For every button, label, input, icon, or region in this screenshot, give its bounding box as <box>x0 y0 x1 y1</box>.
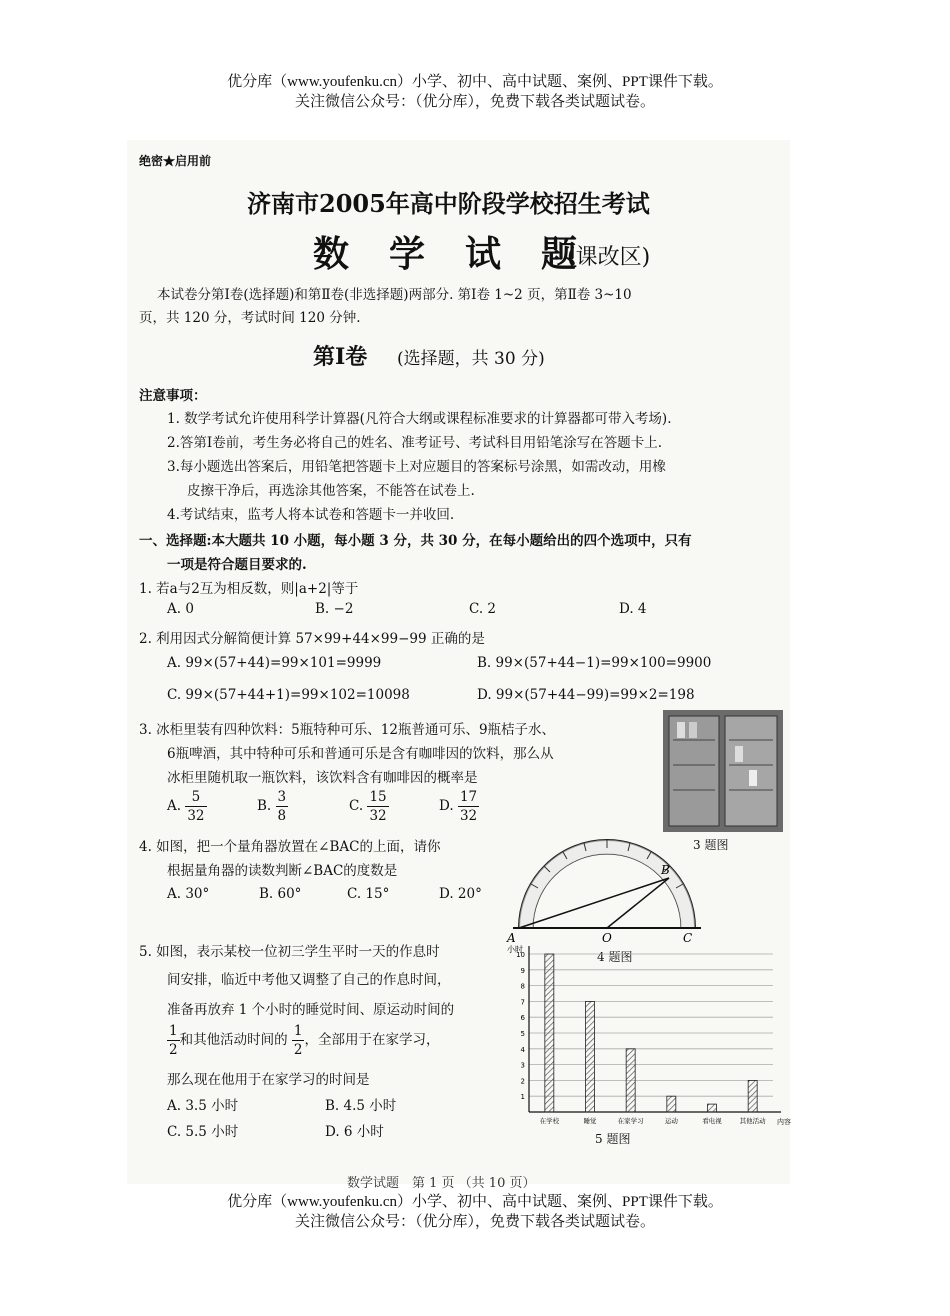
bar-5 <box>708 1104 717 1112</box>
q3-c-fraction <box>367 788 388 825</box>
q4-line-1: 4. 如图，把一个量角器放置在∠BAC的上面，请你 <box>139 839 441 855</box>
q1-option-b: B. −2 <box>315 601 354 617</box>
x-tick-label: 运动 <box>664 1117 678 1125</box>
q1-stem: 1. 若a与2互为相反数，则|a+2|等于 <box>139 581 359 597</box>
zone-note: (课改区) <box>567 245 651 270</box>
q3-a-den: 32 <box>187 808 205 824</box>
label-a: A <box>507 931 516 945</box>
notice-3b: 皮擦干净后，再选涂其他答案，不能答在试卷上. <box>187 483 475 499</box>
q5-option-b: B. 4.5 小时 <box>325 1098 397 1114</box>
q3-d-num: 17 <box>459 789 478 805</box>
q3-c-label: C. <box>349 798 364 814</box>
y-tick-label: 10 <box>516 951 525 959</box>
q3-a-label: A. <box>167 798 182 814</box>
q1-option-a: A. 0 <box>167 601 194 617</box>
label-b: B <box>661 863 670 877</box>
q3-d-den: 32 <box>459 808 478 824</box>
bar-4 <box>667 1096 676 1112</box>
q5-frac2-den: 2 <box>293 1042 303 1058</box>
y-tick-label: 2 <box>520 1077 525 1086</box>
q5-option-c: C. 5.5 小时 <box>167 1124 239 1140</box>
banner-line-2-bottom: 关注微信公众号：（优分库），免费下载各类试题试卷。 <box>294 1214 655 1230</box>
q3-b-fraction <box>276 788 289 825</box>
banner-line-1: 优分库（www.youfenku.cn）小学、初中、高中试题、案例、PPT课件下载。 <box>227 74 723 90</box>
banner-line-2: 关注微信公众号：（优分库），免费下载各类试题试卷。 <box>294 94 655 110</box>
notice-title: 注意事项： <box>139 388 207 404</box>
intro-line-2: 页，共 120 分，考试时间 120 分钟. <box>139 310 361 326</box>
volume-title: 第Ⅰ卷 <box>313 344 368 370</box>
q5-line-3: 准备再放弃 1 个小时的睡觉时间、原运动时间的 <box>167 1002 455 1018</box>
y-tick-label: 6 <box>520 1014 525 1023</box>
section-1-line-1: 一、选择题:本大题共 10 小题，每小题 3 分，共 30 分，在每小题给出的四个选项中，只有 <box>139 533 692 549</box>
q3-line-3: 冰柜里随机取一瓶饮料，该饮料含有咖啡因的概率是 <box>167 770 478 786</box>
notice-4: 4.考试结束，监考人将本试卷和答题卡一并收回. <box>167 507 455 523</box>
subject-title: 数 学 试 题 <box>313 233 580 275</box>
y-tick-label: 5 <box>520 1030 525 1038</box>
schedule-bar-chart <box>505 940 790 1136</box>
q3-line-2: 6瓶啤酒，其中特种可乐和普通可乐是含有咖啡因的饮料，那么从 <box>167 746 554 762</box>
q5-frac1-num: 1 <box>169 1023 178 1039</box>
banner-line-1-bottom: 优分库（www.youfenku.cn）小学、初中、高中试题、案例、PPT课件下载。 <box>227 1194 723 1210</box>
label-o: O <box>602 931 612 945</box>
y-tick-label: 8 <box>520 982 525 991</box>
q3-a-fraction <box>185 788 206 825</box>
q4-option-b: B. 60° <box>259 886 302 902</box>
q5-frac1-den: 2 <box>169 1042 178 1058</box>
q2-option-c: C. 99×(57+44+1)=99×102=10098 <box>167 687 410 703</box>
y-tick-label: 3 <box>520 1061 525 1070</box>
q4-option-c: C. 15° <box>347 886 390 902</box>
q4-caption: 4 题图 <box>597 950 633 964</box>
q3-option-a <box>167 788 207 825</box>
scanned-page <box>127 140 791 1191</box>
notice-1: 1. 数学考试允许使用科学计算器(凡符合大纲或课程标准要求的计算器都可带入考场). <box>167 411 672 427</box>
q5-line-4 <box>167 1022 439 1059</box>
volume-note: (选择题，共 30 分) <box>397 349 545 369</box>
exam-title: 济南市2005年高中阶段学校招生考试 <box>247 189 650 218</box>
q5-mid-1: 和其他活动时间的 <box>179 1032 288 1048</box>
secret-mark: 绝密★启用前 <box>139 154 212 168</box>
notice-2: 2.答第Ⅰ卷前，考生务必将自己的姓名、准考证号、考试科目用铅笔涂写在答题卡上. <box>167 435 663 451</box>
q5-mid-2: ，全部用于在家学习， <box>304 1032 440 1048</box>
q2-option-a: A. 99×(57+44)=99×101=9999 <box>167 655 382 671</box>
fridge-photo <box>663 710 783 832</box>
q5-caption: 5 题图 <box>595 1132 631 1146</box>
section-1-line-2: 一项是符合题目要求的. <box>167 557 307 573</box>
q3-d-fraction <box>458 788 479 825</box>
x-axis-label: 内容 <box>777 1118 791 1126</box>
q1-option-d: D. 4 <box>619 601 647 617</box>
q3-b-label: B. <box>257 798 272 814</box>
q3-c-den: 32 <box>369 808 387 824</box>
notice-3a: 3.每小题选出答案后，用铅笔把答题卡上对应题目的答案标号涂黑，如需改动，用橡 <box>167 459 666 475</box>
x-tick-label: 睡觉 <box>583 1117 597 1125</box>
q4-option-d: D. 20° <box>439 886 482 902</box>
q5-line-1: 5. 如图，表示某校一位初三学生平时一天的作息时 <box>139 944 440 960</box>
q4-line-2: 根据量角器的读数判断∠BAC的度数是 <box>167 863 398 879</box>
y-tick-label: 7 <box>520 998 525 1007</box>
q3-b-num: 3 <box>277 789 287 805</box>
q3-option-d <box>439 788 479 825</box>
q5-fraction-1 <box>167 1022 180 1059</box>
q3-a-num: 5 <box>185 788 206 807</box>
q5-option-a: A. 3.5 小时 <box>167 1098 239 1114</box>
q5-option-d: D. 6 小时 <box>325 1124 384 1140</box>
q4-option-a: A. 30° <box>167 886 210 902</box>
x-tick-label: 在家学习 <box>617 1117 644 1125</box>
page-footer: 数学试题 第 1 页 （共 10 页） <box>347 1176 536 1191</box>
banner-top <box>0 72 950 112</box>
bar-1 <box>545 954 554 1112</box>
y-tick-label: 9 <box>520 966 525 975</box>
x-tick-label: 在学校 <box>539 1117 560 1125</box>
intro-line-1: 本试卷分第Ⅰ卷(选择题)和第Ⅱ卷(非选择题)两部分. 第Ⅰ卷 1~2 页，第Ⅱ卷 3~10 <box>157 287 632 303</box>
q3-option-c <box>349 788 389 825</box>
q2-option-d: D. 99×(57+44−99)=99×2=198 <box>477 687 695 703</box>
q5-line-5: 那么现在他用于在家学习的时间是 <box>167 1072 370 1088</box>
q3-c-num: 15 <box>369 789 387 805</box>
q3-b-den: 8 <box>277 808 287 824</box>
q3-caption: 3 题图 <box>693 838 729 852</box>
x-tick-label: 看电视 <box>702 1117 722 1125</box>
y-tick-label: 4 <box>520 1045 525 1054</box>
q3-option-b <box>257 788 288 825</box>
banner-bottom <box>0 1192 950 1232</box>
q5-line-2: 间安排，临近中考他又调整了自己的作息时间， <box>167 972 451 988</box>
y-tick-label: 1 <box>520 1093 525 1102</box>
x-tick-label: 其他活动 <box>739 1117 766 1125</box>
bar-2 <box>586 1001 595 1112</box>
q2-stem: 2. 利用因式分解简便计算 57×99+44×99−99 正确的是 <box>139 631 485 647</box>
label-c: C <box>683 931 693 945</box>
y-axis-label: 小时 <box>507 945 523 954</box>
bar-3 <box>626 1049 635 1112</box>
q5-fraction-2 <box>292 1022 305 1059</box>
protractor-figure <box>509 816 709 946</box>
q3-line-1: 3. 冰柜里装有四种饮料：5瓶特种可乐、12瓶普通可乐、9瓶桔子水、 <box>139 722 556 738</box>
q5-frac2-num: 1 <box>293 1023 303 1039</box>
q1-option-c: C. 2 <box>469 601 497 617</box>
q3-d-label: D. <box>439 798 454 814</box>
q2-option-b: B. 99×(57+44−1)=99×100=9900 <box>477 655 712 671</box>
bar-6 <box>748 1080 757 1112</box>
